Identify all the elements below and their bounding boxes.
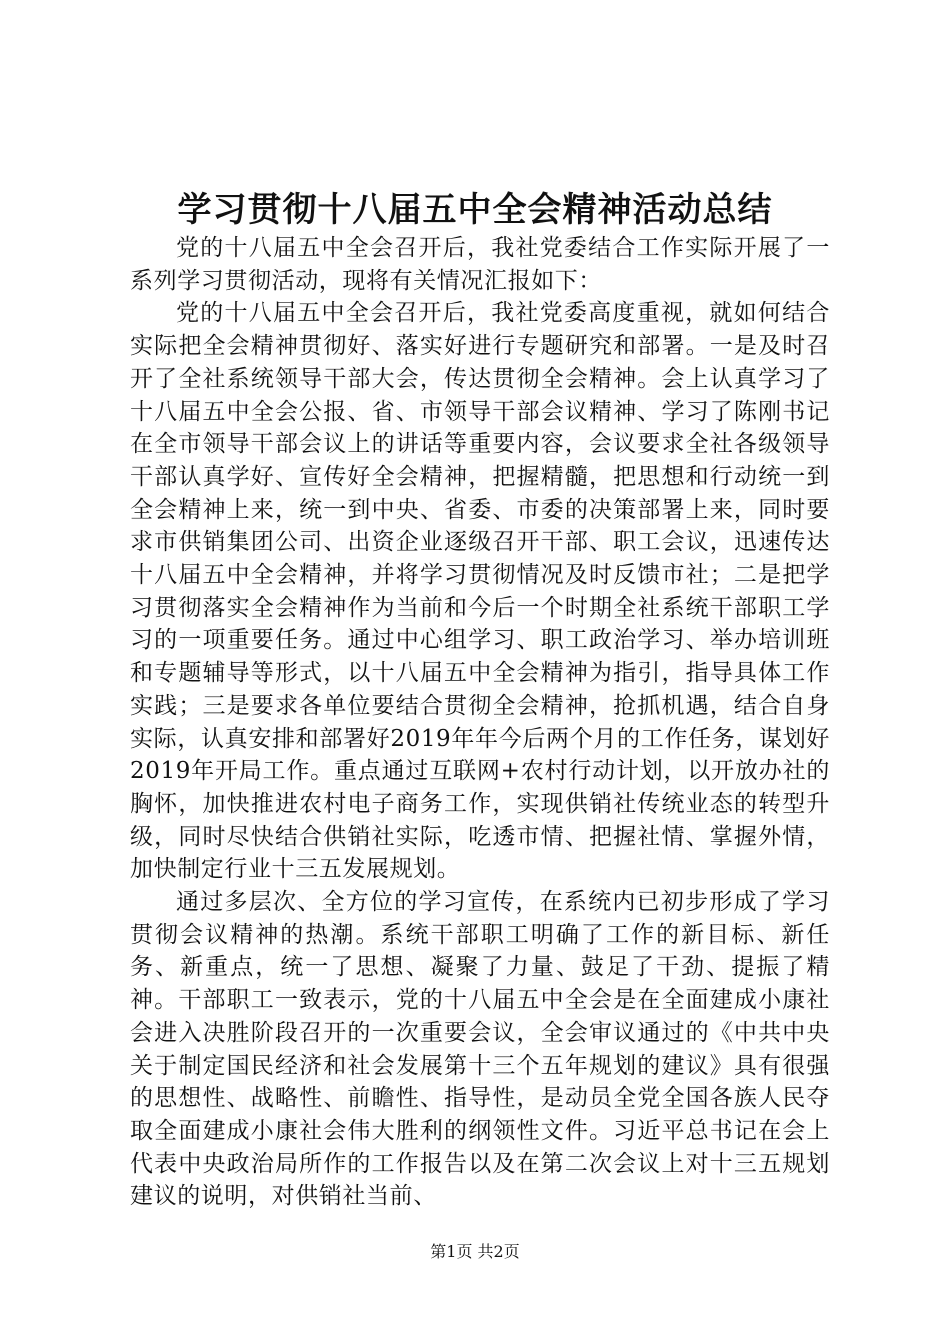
paragraph-results: 通过多层次、全方位的学习宣传，在系统内已初步形成了学习贯彻会议精神的热潮。系统干部职工明确了工作的新目标、新任务、新重点，统一了思想、凝聚了力量、鼓足了干劲、提振了精神。干部职工一致表示，党的十八届五中全会是在全面建成小康社会进入决胜阶段召开的一次重要会议，全会审议通过的《中共中央关于制定国民经济和社会发展第十三个五年规划的建议》具有很强的思想性、战略性、前瞻性、指导性，是动员全党全国各族人民夺取全面建成小康社会伟大胜利的纲领性文件。习近平总书记在会上代表中央政治局所作的工作报告以及在第二次会议上对十三五规划建议的说明，对供销社当前、	[130, 889, 830, 1210]
page-footer: 第1页 共2页	[430, 1242, 520, 1261]
document-body	[130, 232, 830, 1213]
document-title: 学习贯彻十八届五中全会精神活动总结	[177, 190, 773, 230]
paragraph-intro: 党的十八届五中全会召开后，我社党委结合工作实际开展了一系列学习贯彻活动，现将有关情况汇报如下：	[130, 235, 830, 294]
paragraph-measures: 党的十八届五中全会召开后，我社党委高度重视，就如何结合实际把全会精神贯彻好、落实好进行专题研究和部署。一是及时召开了全社系统领导干部大会，传达贯彻全会精神。会上认真学习了十八届五中全会公报、省、市领导干部会议精神、学习了陈刚书记在全市领导干部会议上的讲话等重要内容，会议要求全社各级领导干部认真学好、宣传好全会精神，把握精髓，把思想和行动统一到全会精神上来，统一到中央、省委、市委的决策部署上来，同时要求市供销集团公司、出资企业逐级召开干部、职工会议，迅速传达十八届五中全会精神，并将学习贯彻情况及时反馈市社；二是把学习贯彻落实全会精神作为当前和今后一个时期全社系统干部职工学习的一项重要任务。通过中心组学习、职工政治学习、举办培训班和专题辅导等形式，以十八届五中全会精神为指引，指导具体工作实践；三是要求各单位要结合贯彻全会精神，抢抓机遇，结合自身实际，认真安排和部署好2019年年今后两个月的工作任务，谋划好2019年开局工作。重点通过互联网+农村行动计划，以开放办社的胸怀，加快推进农村电子商务工作，实现供销社传统业态的转型升级，同时尽快结合供销社实际，吃透市情、把握社情、掌握外情，加快制定行业十三五发展规划。	[130, 300, 830, 883]
